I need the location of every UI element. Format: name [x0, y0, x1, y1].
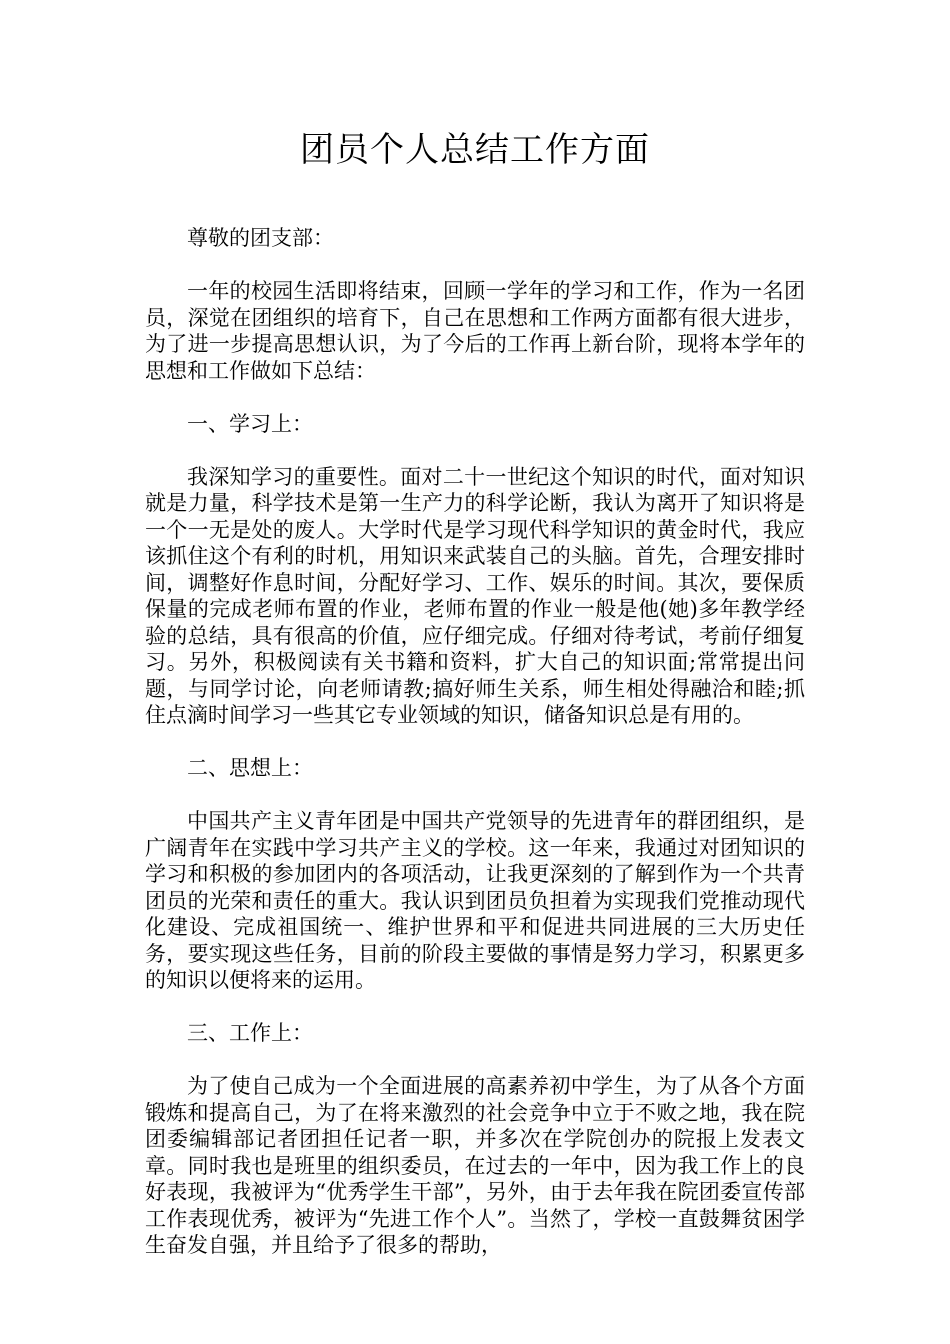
document-title: 团员个人总结工作方面 — [300, 130, 650, 170]
section-heading-work: 三、工作上： — [187, 1021, 313, 1045]
section-paragraph-thought: 中国共产主义青年团是中国共产党领导的先进青年的群团组织，是广阔青年在实践中学习共产主义的学校。这一年来，我通过对团知识的学习和积极的参加团内的各项活动，让我更深刻的了解到作为一个共青团员的光荣和责任的重大。我认识到团员负担着为实现我们党推动现代化建设、完成祖国统一、维护世界和平和促进共同进展的三大历史任务，要实现这些任务，目前的阶段主要做的事情是努力学习，积累更多的知识以便将来的运用。 — [145, 809, 805, 992]
section-heading-study: 一、学习上： — [187, 411, 313, 436]
section-paragraph-work: 为了使自己成为一个全面进展的高素养初中学生，为了从各个方面锻炼和提高自己，为了在将来激烈的社会竞争中立于不败之地，我在院团委编辑部记者团担任记者一职，并多次在学院创办的院报上发表文章。同时我也是班里的组织委员，在过去的一年中，因为我工作上的良好表现，我被评为“优秀学生干部”，另外，由于去年我在院团委宣传部工作表现优秀，被评为“先进工作个人”。当然了，学校一直鼓舞贫困学生奋发自强，并且给予了很多的帮助， — [145, 1074, 805, 1257]
document-body — [145, 225, 805, 1285]
salutation: 尊敬的团支部： — [187, 226, 334, 250]
section-heading-thought: 二、思想上： — [187, 756, 313, 780]
intro-paragraph: 一年的校园生活即将结束，回顾一学年的学习和工作，作为一名团员，深觉在团组织的培育下，自己在思想和工作两方面都有很大进步，为了进一步提高思想认识，为了今后的工作再上新台阶，现将本学年的思想和工作做如下总结： — [145, 279, 805, 383]
section-paragraph-study: 我深知学习的重要性。面对二十一世纪这个知识的时代，面对知识就是力量，科学技术是第一生产力的科学论断，我认为离开了知识将是一个一无是处的废人。大学时代是学习现代科学知识的黄金时代，我应该抓住这个有利的时机，用知识来武装自己的头脑。首先，合理安排时间，调整好作息时间，分配好学习、工作、娱乐的时间。其次，要保质保量的完成老师布置的作业，老师布置的作业一般是他(她)多年教学经验的总结，具有很高的价值，应仔细完成。仔细对待考试，考前仔细复习。另外，积极阅读有关书籍和资料，扩大自己的知识面;常常提出问题，与同学讨论，向老师请教;搞好师生关系，师生相处得融洽和睦;抓住点滴时间学习一些其它专业领域的知识，储备知识总是有用的。 — [145, 464, 805, 727]
